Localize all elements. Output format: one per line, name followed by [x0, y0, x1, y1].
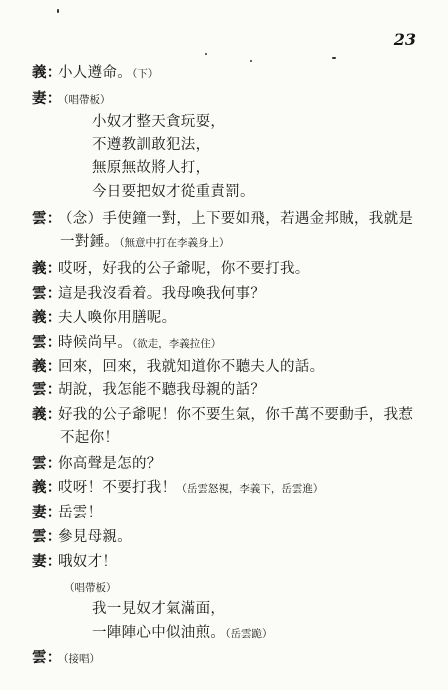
stage-direction: （欲走，李義拉住） — [132, 338, 222, 350]
dialogue-text: 這是我沒看着。我母喚我何事？ — [58, 286, 266, 302]
script-line — [92, 136, 210, 154]
script-line — [32, 309, 176, 327]
script-line — [92, 624, 272, 643]
script-line — [64, 578, 117, 597]
stage-direction: （岳雲怒視，李義下，岳雲進） — [176, 483, 324, 495]
dialogue-text: 不起你！ — [60, 430, 120, 446]
script-line — [92, 159, 210, 177]
script-line — [32, 210, 413, 228]
dialogue-text: 胡說，我怎能不聽我母親的話？ — [58, 382, 266, 398]
script-line — [32, 64, 158, 83]
script-line — [60, 233, 229, 252]
dialogue-text: 時候尚早。 — [58, 335, 132, 351]
script-line — [92, 113, 225, 131]
script-line — [32, 260, 310, 278]
stage-direction: （下） — [132, 68, 159, 80]
speaker-label: 義： — [32, 358, 62, 375]
speaker-label: 義： — [32, 479, 62, 496]
speaker-label: 妻： — [32, 553, 62, 570]
dialogue-text: 一陣陣心中似油煎。 — [92, 625, 226, 641]
speaker-label: 雲： — [32, 381, 62, 398]
script-line — [32, 528, 132, 546]
dialogue-text: 夫人喚你用膳呢。 — [58, 310, 177, 326]
speaker-label: 義： — [32, 406, 62, 423]
script-line — [32, 285, 265, 303]
speaker-label: 雲： — [32, 334, 62, 351]
dialogue-text: 不遵教訓敢犯法， — [92, 137, 211, 153]
dialogue-text: 我一見奴才氣滿面， — [92, 601, 226, 617]
stage-direction: （唱帶板） — [64, 582, 117, 594]
dialogue-text: 哎呀，好我的公子爺呢，你不要打我。 — [58, 261, 310, 277]
speck — [57, 9, 59, 13]
script-line — [32, 553, 117, 571]
speck — [205, 53, 207, 55]
script-line — [32, 455, 162, 473]
script-line — [92, 600, 225, 618]
script-line — [32, 649, 100, 668]
script-line — [32, 358, 324, 376]
dialogue-text: 好我的公子爺呢！你不要生氣，你千萬不要動手，我惹 — [58, 407, 414, 423]
dialogue-text: 哎呀！不要打我！ — [58, 480, 177, 496]
dialogue-text: 無原無故將人打， — [92, 160, 211, 176]
script-line — [32, 406, 413, 424]
script-line — [92, 183, 255, 201]
dialogue-text: 哦奴才！ — [58, 554, 118, 570]
speaker-label: 雲： — [32, 285, 62, 302]
dialogue-text: 回來，回來，我就知道你不聽夫人的話。 — [58, 359, 325, 375]
speck — [250, 60, 252, 62]
dialogue-text: 你高聲是怎的？ — [58, 456, 162, 472]
dialogue-text: 一對錘。 — [60, 234, 120, 250]
speaker-label: 雲： — [32, 455, 62, 472]
speaker-label: 義： — [32, 64, 62, 81]
stage-direction: （接唱） — [58, 653, 100, 665]
dialogue-text: 今日要把奴才從重責罰。 — [92, 184, 255, 200]
script-line — [32, 90, 111, 109]
speaker-label: 義： — [32, 309, 62, 326]
speaker-label: 雲： — [32, 210, 62, 227]
speaker-label: 妻： — [32, 504, 62, 521]
dialogue-text: 小奴才整天貪玩耍， — [92, 114, 226, 130]
dialogue-text: 岳雲！ — [58, 505, 103, 521]
speaker-label: 義： — [32, 260, 62, 277]
speaker-label: 雲： — [32, 649, 62, 666]
script-line — [32, 479, 323, 498]
speaker-label: 雲： — [32, 528, 62, 545]
script-line — [32, 381, 265, 399]
stage-direction: （岳雲跪） — [225, 628, 273, 640]
speck — [332, 57, 336, 59]
dialogue-text: 參見母親。 — [58, 529, 132, 545]
dialogue-text: （念）手使鐘一對，上下要如飛，若遇金邦賊，我就是 — [58, 211, 414, 227]
script-line — [32, 334, 221, 353]
dialogue-text: 小人遵命。 — [58, 65, 132, 81]
script-line — [60, 429, 119, 447]
speaker-label: 妻： — [32, 90, 62, 107]
script-line — [32, 504, 102, 522]
stage-direction: （唱帶板） — [58, 94, 111, 106]
page-number: 23 — [393, 30, 416, 49]
stage-direction: （無意中打在李義身上） — [119, 237, 230, 249]
